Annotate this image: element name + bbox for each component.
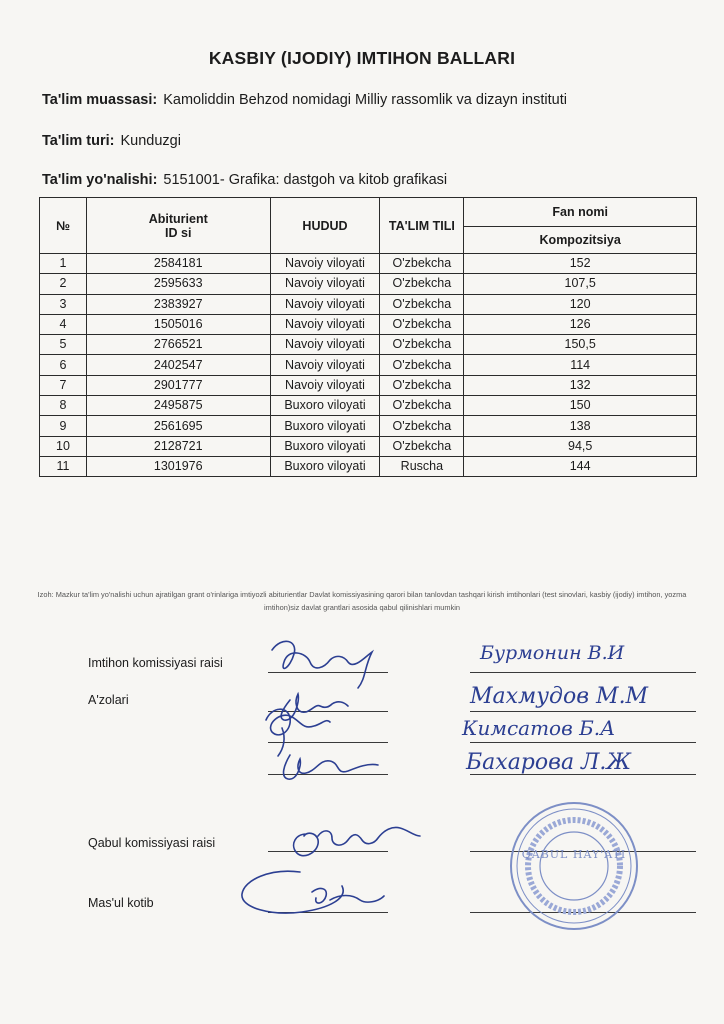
cell-applicant-id: 2901777 bbox=[86, 375, 270, 395]
cell-number: 9 bbox=[40, 416, 87, 436]
cell-number: 10 bbox=[40, 436, 87, 456]
cell-score: 114 bbox=[464, 355, 697, 375]
header-number: № bbox=[40, 198, 87, 254]
header-subject: Kompozitsiya bbox=[464, 227, 697, 254]
cell-applicant-id: 2495875 bbox=[86, 396, 270, 416]
cell-number: 5 bbox=[40, 335, 87, 355]
cell-language: O'zbekcha bbox=[380, 294, 464, 314]
stamp-text: QABUL HAY'ATI bbox=[521, 848, 627, 861]
cell-score: 150 bbox=[464, 396, 697, 416]
header-region: HUDUD bbox=[270, 198, 380, 254]
specialty-label: Ta'lim yo'nalishi: bbox=[42, 172, 158, 188]
specialty-value: 5151001- Grafika: dastgoh va kitob grafikasi bbox=[163, 172, 448, 188]
cell-number: 11 bbox=[40, 456, 87, 476]
institution-value: Kamoliddin Behzod nomidagi Milliy rassomlik va dizayn instituti bbox=[163, 92, 567, 108]
cell-language: O'zbekcha bbox=[380, 254, 464, 274]
member-3-handwritten-name: Бахарова Л.Ж bbox=[466, 750, 632, 775]
cell-language: Ruscha bbox=[380, 456, 464, 476]
study-type-value: Kunduzgi bbox=[120, 133, 181, 149]
member-3-signature bbox=[284, 755, 378, 779]
cell-language: O'zbekcha bbox=[380, 355, 464, 375]
cell-region: Buxoro viloyati bbox=[270, 396, 380, 416]
cell-language: O'zbekcha bbox=[380, 375, 464, 395]
cell-number: 1 bbox=[40, 254, 87, 274]
header-language: TA'LIM TILI bbox=[380, 198, 464, 254]
member-2-signature bbox=[266, 709, 330, 756]
cell-region: Navoiy viloyati bbox=[270, 314, 380, 334]
cell-applicant-id: 2595633 bbox=[86, 274, 270, 294]
cell-score: 120 bbox=[464, 294, 697, 314]
admission-chair-signature bbox=[294, 827, 420, 855]
cell-applicant-id: 2402547 bbox=[86, 355, 270, 375]
header-subject-group: Fan nomi bbox=[464, 198, 697, 227]
stamp-seal-icon bbox=[508, 800, 640, 932]
cell-score: 144 bbox=[464, 456, 697, 476]
secretary-signature bbox=[242, 871, 384, 913]
cell-score: 150,5 bbox=[464, 335, 697, 355]
exam-chair-handwritten-name: Бурмонин В.И bbox=[480, 642, 625, 664]
cell-language: O'zbekcha bbox=[380, 436, 464, 456]
cell-language: O'zbekcha bbox=[380, 335, 464, 355]
institution-label: Ta'lim muassasi: bbox=[42, 92, 158, 108]
cell-score: 152 bbox=[464, 254, 697, 274]
cell-region: Navoiy viloyati bbox=[270, 254, 380, 274]
secretary-label: Mas'ul kotib bbox=[88, 896, 154, 910]
cell-language: O'zbekcha bbox=[380, 274, 464, 294]
cell-applicant-id: 1505016 bbox=[86, 314, 270, 334]
cell-applicant-id: 2561695 bbox=[86, 416, 270, 436]
cell-region: Navoiy viloyati bbox=[270, 294, 380, 314]
cell-applicant-id: 2766521 bbox=[86, 335, 270, 355]
member-1-handwritten-name: Махмудов М.М bbox=[470, 684, 649, 709]
cell-language: O'zbekcha bbox=[380, 314, 464, 334]
admission-chair-label: Qabul komissiyasi raisi bbox=[88, 836, 216, 850]
cell-score: 138 bbox=[464, 416, 697, 436]
cell-score: 107,5 bbox=[464, 274, 697, 294]
study-type-label: Ta'lim turi: bbox=[42, 133, 115, 149]
cell-number: 4 bbox=[40, 314, 87, 334]
cell-region: Navoiy viloyati bbox=[270, 274, 380, 294]
cell-score: 132 bbox=[464, 375, 697, 395]
cell-number: 8 bbox=[40, 396, 87, 416]
cell-region: Navoiy viloyati bbox=[270, 335, 380, 355]
exam-chair-signature bbox=[272, 641, 372, 688]
cell-region: Buxoro viloyati bbox=[270, 456, 380, 476]
cell-number: 2 bbox=[40, 274, 87, 294]
cell-region: Buxoro viloyati bbox=[270, 436, 380, 456]
members-label: A'zolari bbox=[88, 693, 129, 707]
cell-score: 126 bbox=[464, 314, 697, 334]
cell-score: 94,5 bbox=[464, 436, 697, 456]
official-stamp bbox=[508, 800, 640, 932]
footnote: Izoh: Mazkur ta'lim yo'nalishi uchun ajratilgan grant o'rinlariga imtiyozli abiturientlar Davlat komissiyasining qarori bilan tanlovdan tashqari kirish imtihonlari (test sinovlari, kasbiy (ijodiy) imtihon, yozma imtihon)siz davlat grantlari asosida qabul qilinishlari mumkin bbox=[37, 590, 687, 612]
cell-region: Navoiy viloyati bbox=[270, 375, 380, 395]
document-title: KASBIY (IJODIY) IMTIHON BALLARI bbox=[208, 48, 516, 68]
header-applicant-id-line2: ID si bbox=[165, 225, 192, 240]
cell-region: Buxoro viloyati bbox=[270, 416, 380, 436]
header-applicant-id-line1: Abiturient bbox=[148, 211, 208, 226]
cell-number: 3 bbox=[40, 294, 87, 314]
cell-language: O'zbekcha bbox=[380, 416, 464, 436]
cell-language: O'zbekcha bbox=[380, 396, 464, 416]
member-2-handwritten-name: Кимсатов Б.А bbox=[462, 716, 616, 740]
cell-applicant-id: 1301976 bbox=[86, 456, 270, 476]
cell-number: 7 bbox=[40, 375, 87, 395]
cell-applicant-id: 2383927 bbox=[86, 294, 270, 314]
exam-chair-label: Imtihon komissiyasi raisi bbox=[88, 656, 223, 670]
cell-applicant-id: 2128721 bbox=[86, 436, 270, 456]
cell-region: Navoiy viloyati bbox=[270, 355, 380, 375]
cell-applicant-id: 2584181 bbox=[86, 254, 270, 274]
cell-number: 6 bbox=[40, 355, 87, 375]
